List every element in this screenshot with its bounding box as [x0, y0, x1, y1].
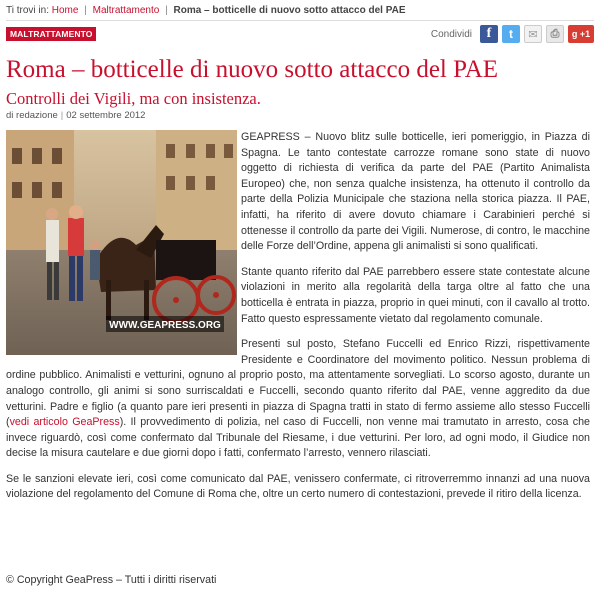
article-date: 02 settembre 2012: [66, 110, 146, 121]
google-plus-icon[interactable]: g +1: [568, 25, 594, 43]
article-title: Roma – botticelle di nuovo sotto attacco del PAE: [6, 56, 499, 83]
paragraph-text: Presenti sul posto, Stefano Fuccelli ed Enrico Rizzi, rispettivamente Presidente e Coordinatore del movimento politico. Nessun problema di ordine pubblico. Animalisti e vetturini, ognuno al proprio posto, ma attentamente sorvegliati. Lo scorso agosto, durante un analogo controllo, gli animi si sono surriscaldati e Fuccelli, secondo quanto riferito dal PAE, venne aggredito da due vetturini. Padre e figlio (a quanto pare ieri presenti in piazza di Spagna tratti in stato di fermo assieme allo stesso Fuccelli (: [6, 338, 590, 429]
article-subtitle: Controlli dei Vigili, ma con insistenza.: [6, 89, 261, 108]
article-paragraph: GEAPRESS – Nuovo blitz sulle botticelle, ieri pomeriggio, in Piazza di Spagna. Le tanto contestate carrozze romane sono state di nuovo oggetto di richiesta di verifica da parte del PAE (Partito Animalista Europeo) che, non senza qualche insistenza, ha ottenuto il controllo da parte della Polizia Municipale che staziona nella storica piazza. Il PAE, infatti, ha riferito di avere dovuto chiamare i Carabinieri perché si ottenesse il controllo da parte dei Vigili. Numerose, di contro, le macchine delle Forze dell’Ordine, appena gli animalisti si sono qualificati.: [241, 131, 590, 253]
article-body: [6, 130, 590, 513]
print-icon[interactable]: ⎙: [546, 25, 564, 43]
paragraph-text: ). Il provvedimento di polizia, nel caso di Fuccelli, non venne mai tramutato in arresto, cosa che invece riguardò, così come confermato dal Tribunale del Riesame, i due vetturini. Per loro, ad ogni modo, il Giudice non decise la misura cautelare e due giorni dopo i fatti, confermato l’arresto, vennero rilasciati.: [6, 416, 590, 460]
share-bar: [431, 25, 594, 43]
breadcrumb-current: Roma – botticelle di nuovo sotto attacco del PAE: [173, 5, 406, 16]
twitter-icon[interactable]: t: [502, 25, 520, 43]
article-paragraph: Stante quanto riferito dal PAE parrebbero essere state contestate alcune violazioni in merito alla regolarità della targa oltre al fatto che una botticella è entrata in piazza, proprio in quei minuti, con il cavallo al trotto. Fatto questo espressamente vietato dal regolamento comunale.: [241, 265, 590, 325]
share-label: Condividi: [430, 28, 472, 40]
photo-watermark: WWW.GEAPRESS.ORG: [109, 320, 221, 331]
photo-placeholder-spacer: [6, 130, 241, 362]
meta-separator: |: [60, 110, 64, 121]
breadcrumb-home-link[interactable]: Home: [51, 5, 79, 16]
breadcrumb-separator: |: [165, 5, 168, 16]
article-author: di redazione: [6, 110, 58, 121]
facebook-icon[interactable]: f: [480, 25, 498, 43]
breadcrumb-prefix: Ti trovi in:: [6, 5, 49, 16]
breadcrumb: [6, 5, 406, 16]
article-meta: [6, 110, 145, 121]
breadcrumb-separator: |: [84, 5, 87, 16]
category-badge[interactable]: MALTRATTAMENTO: [6, 27, 96, 41]
divider: [6, 20, 594, 21]
breadcrumb-section-link[interactable]: Maltrattamento: [92, 5, 160, 16]
copyright-notice: © Copyright GeaPress – Tutti i diritti riservati: [6, 574, 217, 586]
email-icon[interactable]: ✉: [524, 25, 542, 43]
article-paragraph: Se le sanzioni elevate ieri, così come comunicato dal PAE, venissero confermate, ci ritroverremmo innanzi ad una nuova violazione del regolamento del Comune di Roma che, oltre un certo numero di contestazioni, prevede il ritiro della licenza.: [6, 472, 590, 501]
related-article-link[interactable]: vedi articolo GeaPress: [9, 416, 120, 429]
